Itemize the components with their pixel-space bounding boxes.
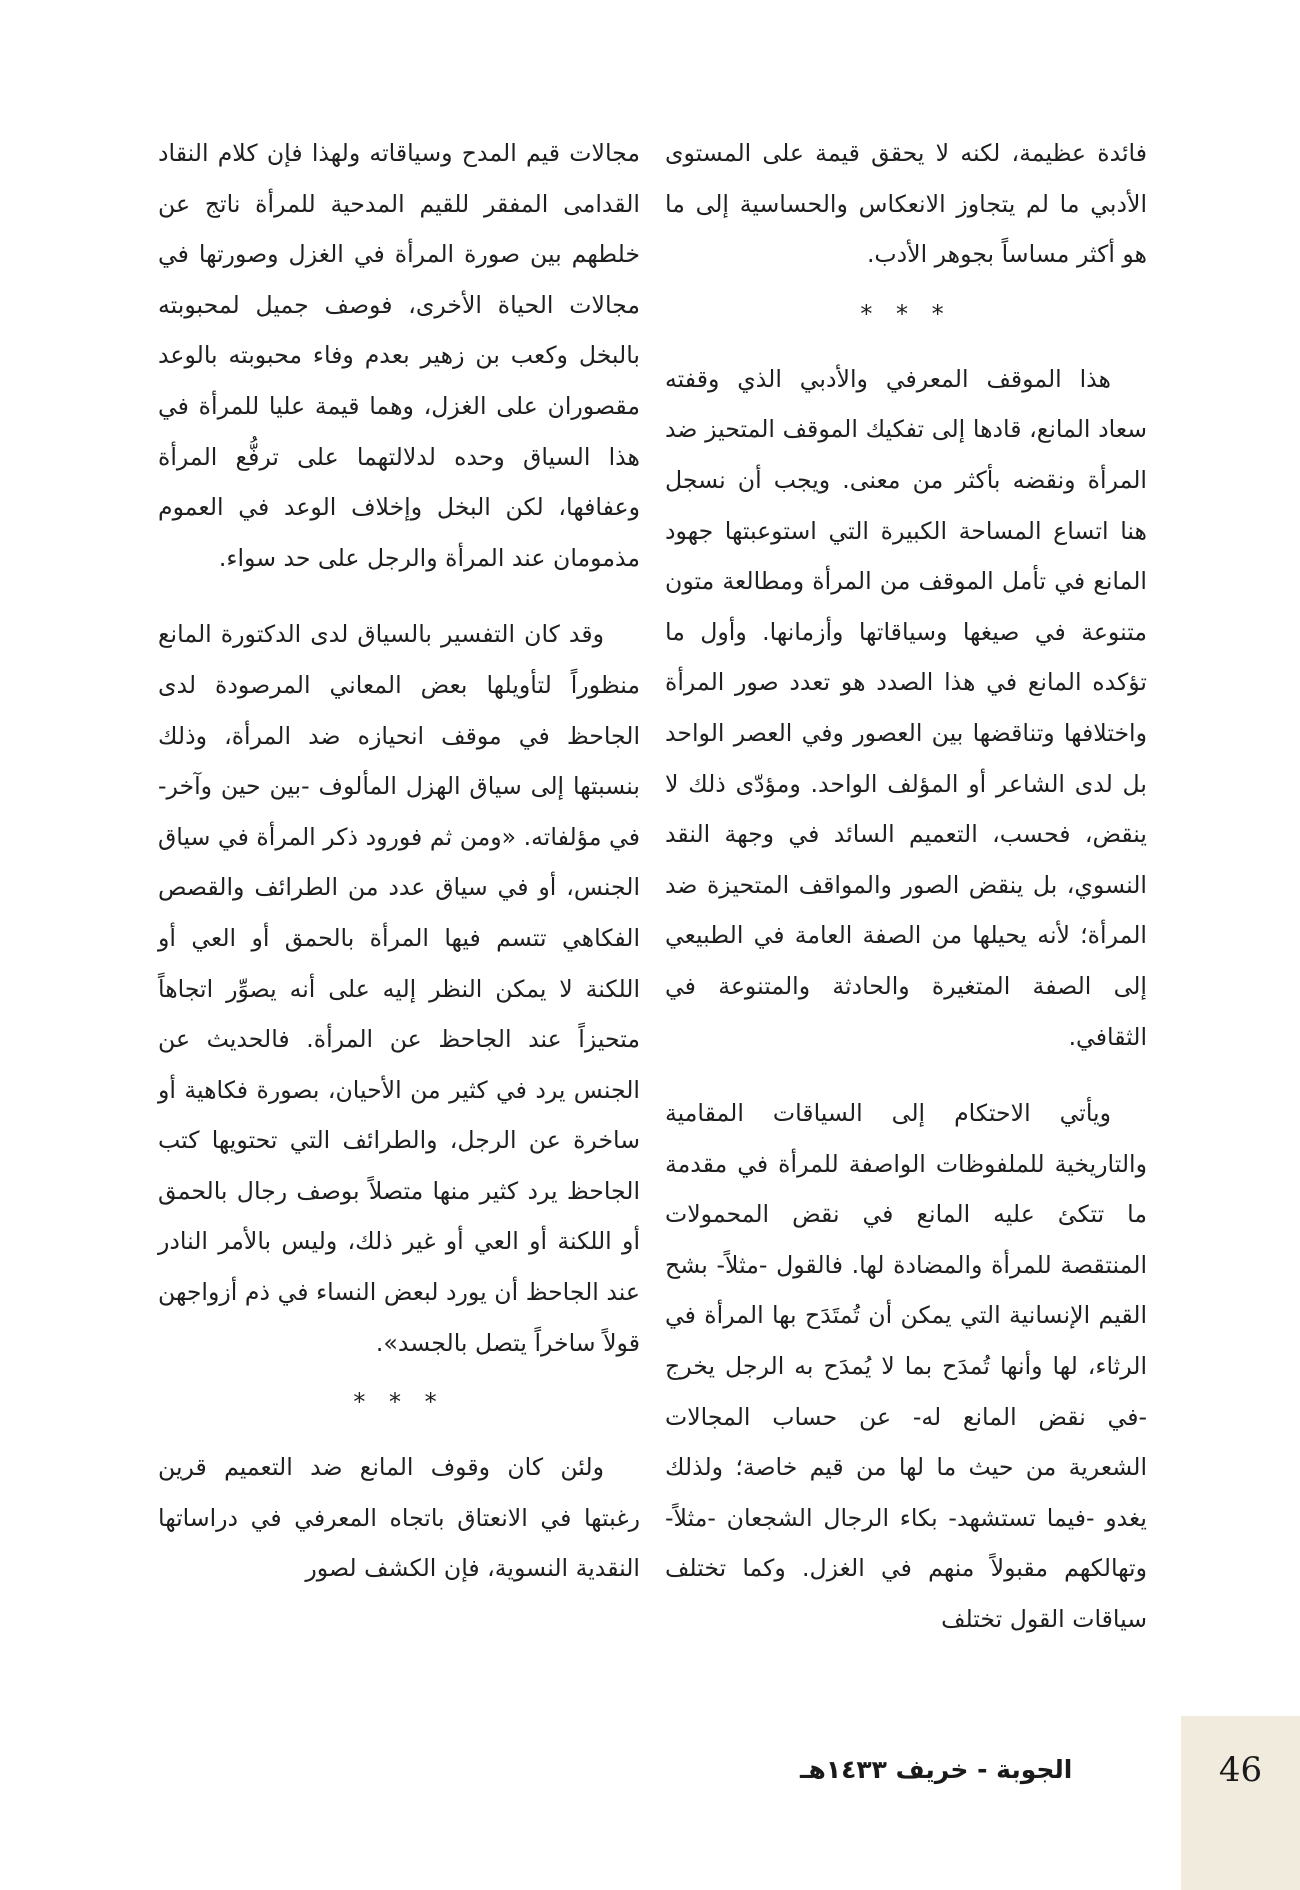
- footer-page-tab: [1181, 1716, 1300, 1890]
- right-paragraph-3: ويأتي الاحتكام إلى السياقات المقامية والتاريخية للملفوظات الواصفة للمرأة في مقدمة ما تتكئ عليه المانع في نقض المحمولات المنتقصة للمرأة والمضادة لها. فالقول -مثلاً- بشح القيم الإنسانية التي يمكن أن تُمتَدَح بها المرأة في الرثاء، لها وأنها تُمدَح بما لا يُمدَح به الرجل يخرج -في نقض المانع له- عن حساب المجالات الشعرية من حيث ما لها من قيم خاصة؛ ولذلك يغدو -فيما تستشهد- بكاء الرجال الشجعان -مثلاً- وتهالكهم مقبولاً منهم في الغزل. وكما تختلف سياقات القول تختلف: [665, 1099, 1147, 1634]
- section-divider: * * *: [860, 299, 952, 328]
- section-divider: * * *: [353, 1388, 445, 1417]
- right-paragraph-2: هذا الموقف المعرفي والأدبي الذي وقفته سعاد المانع، قادها إلى تفكيك الموقف المتحيز ضد المرأة ونقضه بأكثر من معنى. ويجب أن نسجل هنا اتساع المساحة الكبيرة التي استوعبتها جهود المانع في تأمل الموقف من المرأة ومطالعة متون متنوعة في صيغها وسياقاتها وأزمانها. وأول ما تؤكده المانع في هذا الصدد هو تعدد صور المرأة واختلافها وتناقضها بين العصور وفي العصر الواحد بل لدى الشاعر أو المؤلف الواحد. ومؤدّى ذلك لا ينقض، فحسب، التعميم السائد في وجهة النقد النسوي، بل ينقض الصور والمواقف المتحيزة ضد المرأة؛ لأنه يحيلها من الصفة العامة في الطبيعي إلى الصفة المتغيرة والحادثة والمتنوعة في الثقافي.: [665, 364, 1147, 1051]
- left-column: [158, 128, 640, 1594]
- page-number: 46: [1218, 1750, 1263, 1790]
- issue-label: الجوبة - خريف ١٤٣٣هـ: [800, 1755, 1073, 1784]
- right-column: [665, 128, 1147, 1645]
- right-paragraph-1: فائدة عظيمة، لكنه لا يحقق قيمة على المستوى الأدبي ما لم يتجاوز الانعكاس والحساسية إلى ما هو أكثر مساساً بجوهر الأدب.: [665, 139, 1147, 269]
- left-paragraph-2: وقد كان التفسير بالسياق لدى الدكتورة المانع منظوراً لتأويلها بعض المعاني المرصودة لدى الجاحظ في موقف انحيازه ضد المرأة، وذلك بنسبتها إلى سياق الهزل المألوف -بين حين وآخر- في مؤلفاته. «ومن ثم فورود ذكر المرأة في سياق الجنس، أو في سياق عدد من الطرائف والقصص الفكاهي تتسم فيها المرأة بالحمق أو العي أو اللكنة لا يمكن النظر إليه على أنه يصوِّر اتجاهاً متحيزاً عند الجاحظ عن المرأة. فالحديث عن الجنس يرد في كثير من الأحيان، بصورة فكاهية أو ساخرة عن الرجل، والطرائف التي تحتويها كتب الجاحظ يرد كثير منها متصلاً بوصف رجال بالحمق أو اللكنة أو العي أو غير ذلك، وليس بالأمر النادر عند الجاحظ أن يورد لبعض النساء في ذم أزواجهن قولاً ساخراً يتصل بالجسد».: [158, 620, 640, 1357]
- left-paragraph-1: مجالات قيم المدح وسياقاته ولهذا فإن كلام النقاد القدامى المفقر للقيم المدحية للمرأة ناتج عن خلطهم بين صورة المرأة في الغزل وصورتها في مجالات الحياة الأخرى، فوصف جميل لمحبوبته بالبخل وكعب بن زهير بعدم وفاء محبوبته بالوعد مقصوران على الغزل، وهما قيمة عليا للمرأة في هذا السياق وحده لدلالتهما على ترفُّع المرأة وعفافها، لكن البخل وإخلاف الوعد في العموم مذمومان عند المرأة والرجل على حد سواء.: [158, 139, 640, 572]
- left-paragraph-3: ولئن كان وقوف المانع ضد التعميم قرين رغبتها في الانعتاق باتجاه المعرفي في دراساتها النقدية النسوية، فإن الكشف لصور: [158, 1453, 640, 1583]
